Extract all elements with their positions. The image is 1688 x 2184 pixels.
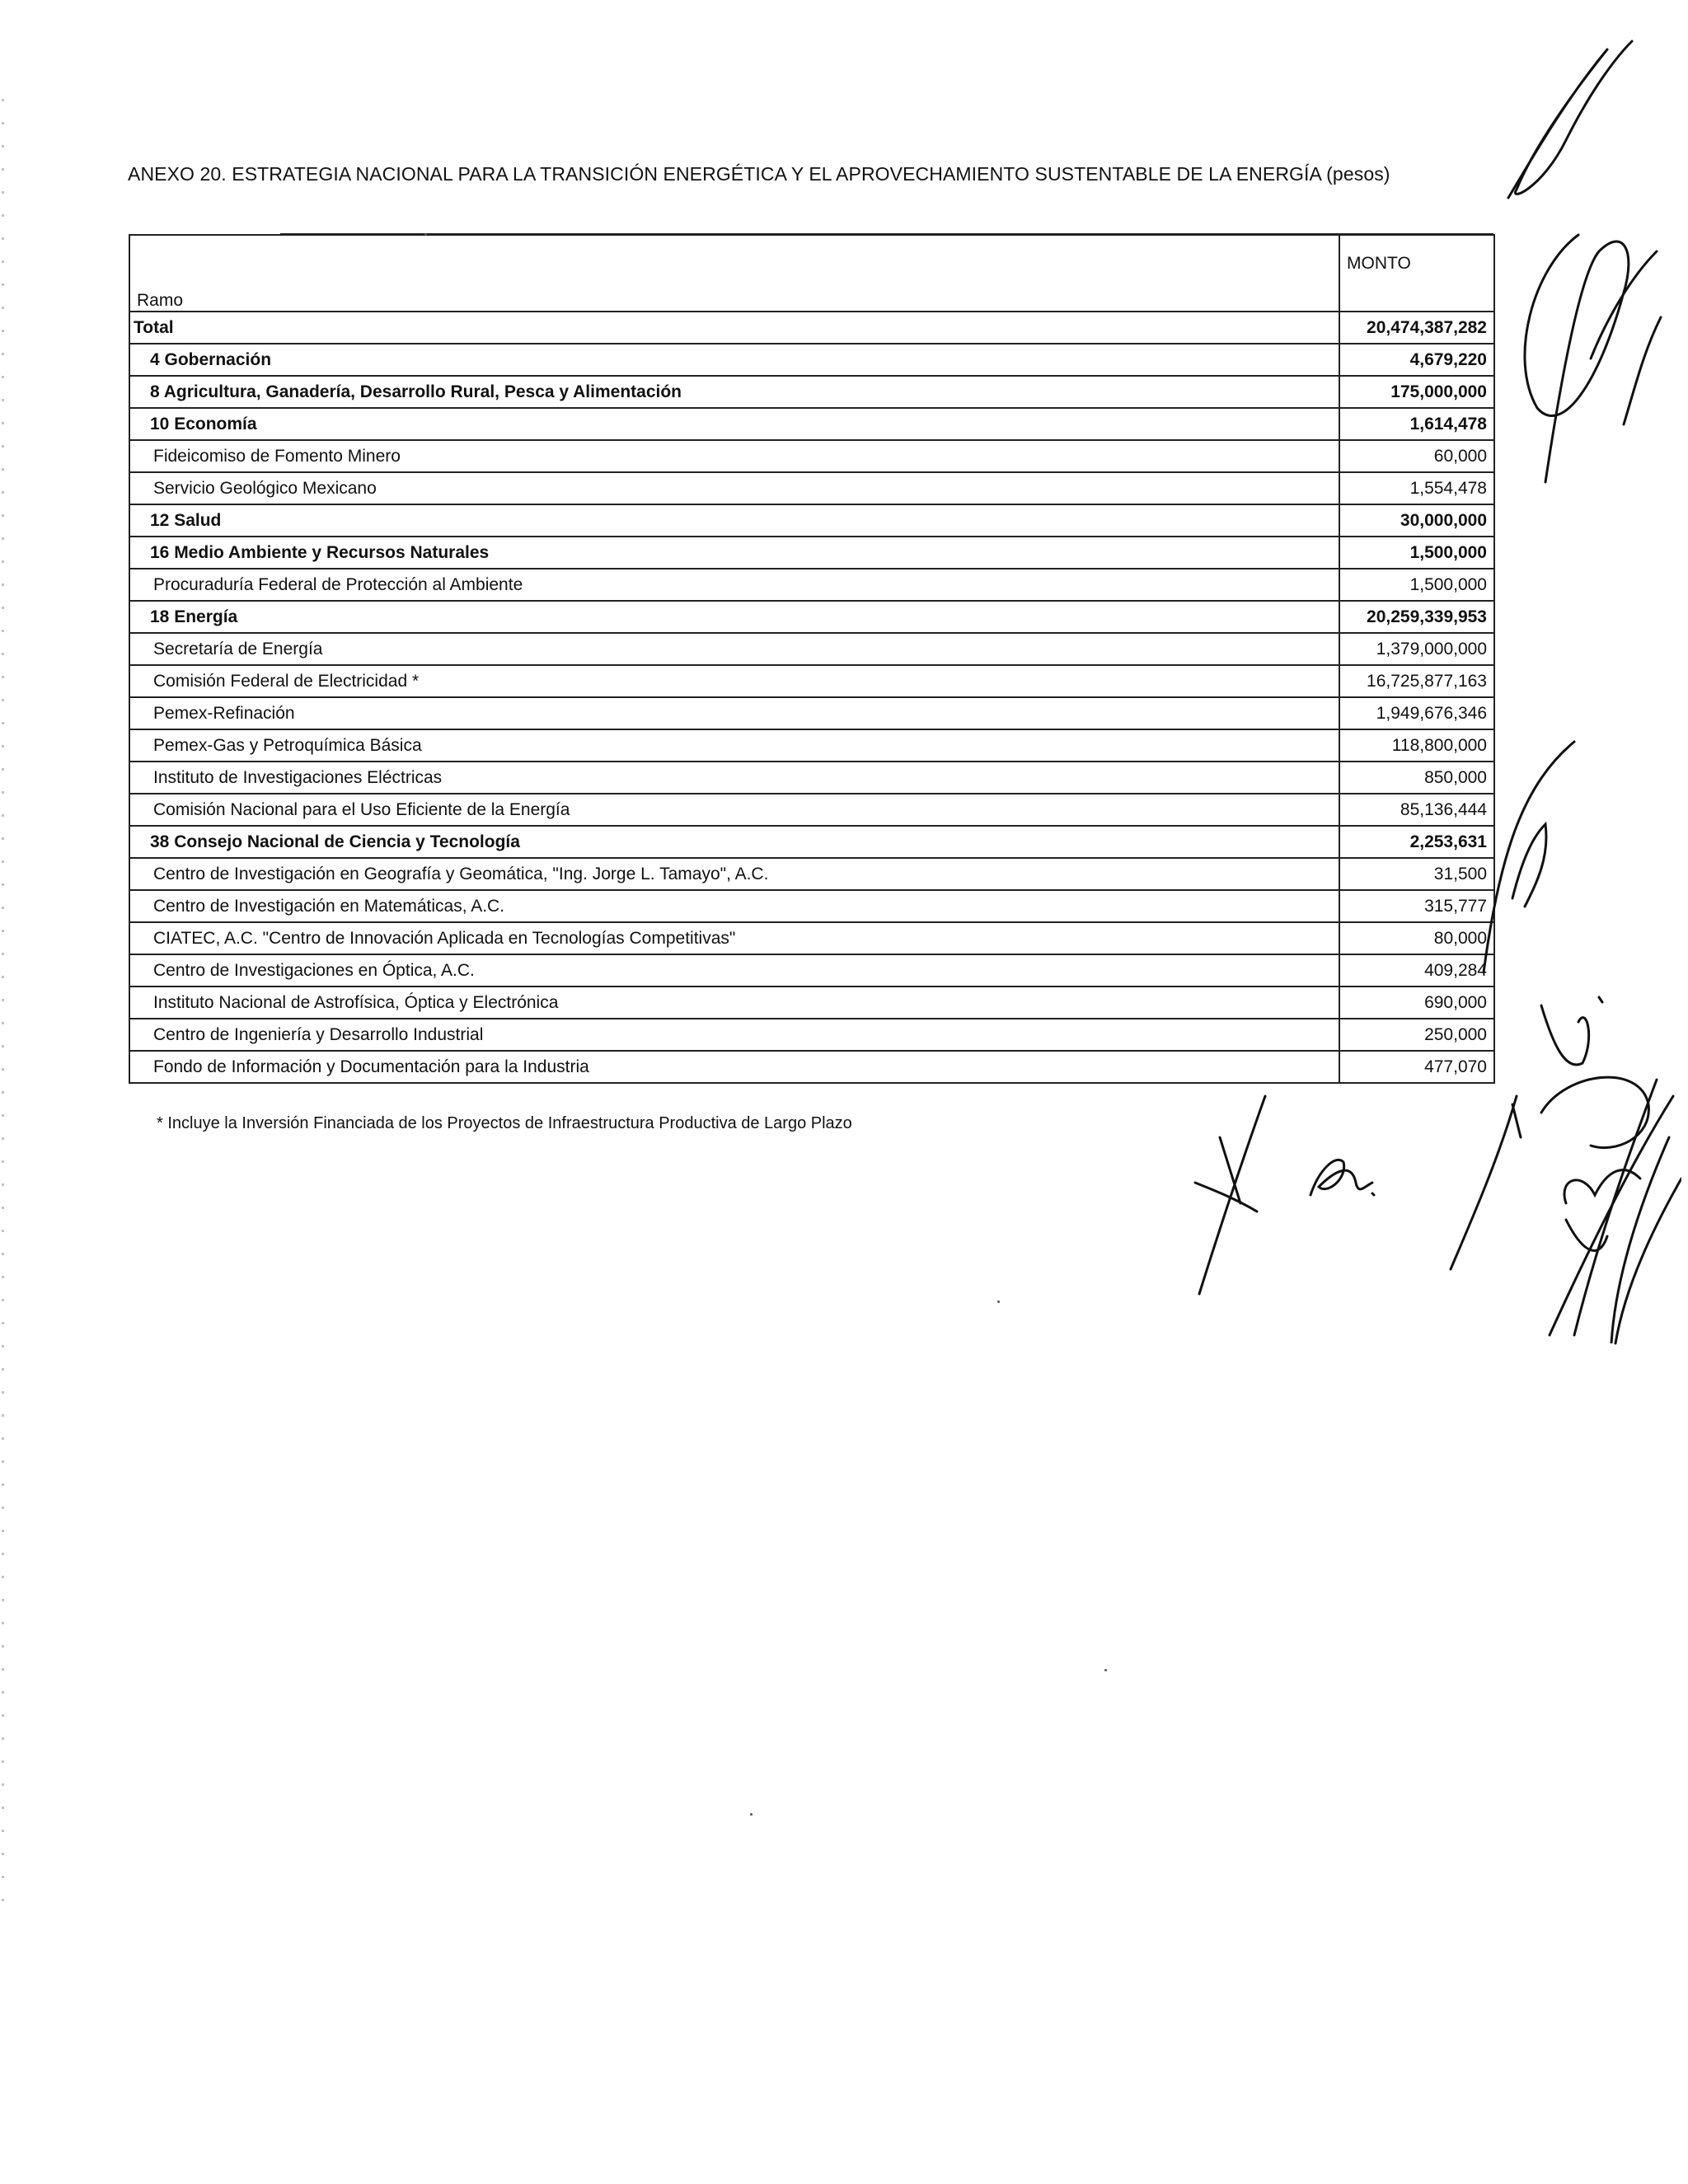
row-amount: 1,500,000 [1339, 537, 1494, 569]
table-footnote: * Incluye la Inversión Financiada de los Proyectos de Infraestructura Productiva de Largo Plazo [157, 1114, 852, 1132]
table-row [129, 569, 1494, 601]
row-amount: 60,000 [1339, 440, 1494, 472]
row-ramo-name: Instituto de Investigaciones Eléctricas [129, 762, 1339, 794]
table-row [129, 504, 1494, 537]
table-row [129, 987, 1494, 1019]
column-header-monto: MONTO [1339, 235, 1494, 312]
row-ramo-name: Secretaría de Energía [129, 633, 1339, 665]
row-amount: 85,136,444 [1339, 794, 1494, 826]
table-row [129, 408, 1494, 440]
row-ramo-name: Fideicomiso de Fomento Minero [129, 440, 1339, 472]
table-header-row [129, 235, 1494, 312]
table-row [129, 1019, 1494, 1051]
row-amount: 31,500 [1339, 858, 1494, 890]
row-ramo-name: Comisión Nacional para el Uso Eficiente de la Energía [129, 794, 1339, 826]
table-row [129, 729, 1494, 762]
row-ramo-name: 16 Medio Ambiente y Recursos Naturales [129, 537, 1339, 569]
row-amount: 1,614,478 [1339, 408, 1494, 440]
row-ramo-name: Centro de Ingeniería y Desarrollo Industrial [129, 1019, 1339, 1051]
table-row [129, 376, 1494, 408]
table-row [129, 312, 1494, 344]
signature-top-right [1500, 33, 1665, 206]
row-ramo-name: 10 Economía [129, 408, 1339, 440]
column-header-ramo: Ramo [129, 235, 1339, 312]
scan-speck [997, 1301, 1000, 1303]
row-amount: 2,253,631 [1339, 826, 1494, 858]
row-ramo-name: Centro de Investigaciones en Óptica, A.C. [129, 954, 1339, 987]
table-row [129, 826, 1494, 858]
row-ramo-name: Total [129, 312, 1339, 344]
signature-bottom-2 [1294, 1137, 1385, 1212]
row-ramo-name: Servicio Geológico Mexicano [129, 472, 1339, 504]
row-ramo-name: Fondo de Información y Documentación para la Industria [129, 1051, 1339, 1083]
scan-speck [1104, 1669, 1107, 1671]
row-ramo-name: 12 Salud [129, 504, 1339, 537]
row-amount: 477,070 [1339, 1051, 1494, 1083]
row-amount: 175,000,000 [1339, 376, 1494, 408]
table-row [129, 665, 1494, 697]
table-row [129, 1051, 1494, 1083]
scan-edge-marks [2, 99, 4, 1912]
scan-speck [750, 1813, 753, 1816]
row-amount: 1,500,000 [1339, 569, 1494, 601]
row-ramo-name: 8 Agricultura, Ganadería, Desarrollo Rural, Pesca y Alimentación [129, 376, 1339, 408]
row-amount: 850,000 [1339, 762, 1494, 794]
row-ramo-name: 4 Gobernación [129, 344, 1339, 376]
row-ramo-name: Pemex-Gas y Petroquímica Básica [129, 729, 1339, 762]
row-amount: 1,949,676,346 [1339, 697, 1494, 729]
row-amount: 409,284 [1339, 954, 1494, 987]
row-amount: 118,800,000 [1339, 729, 1494, 762]
row-amount: 20,474,387,282 [1339, 312, 1494, 344]
table-row [129, 954, 1494, 987]
row-amount: 80,000 [1339, 922, 1494, 954]
table-row [129, 762, 1494, 794]
table-row [129, 472, 1494, 504]
scan-speck [424, 233, 427, 236]
row-amount: 1,379,000,000 [1339, 633, 1494, 665]
row-ramo-name: Procuraduría Federal de Protección al Ambiente [129, 569, 1339, 601]
table-row [129, 601, 1494, 633]
row-amount: 30,000,000 [1339, 504, 1494, 537]
table-body [129, 312, 1494, 1083]
row-amount: 20,259,339,953 [1339, 601, 1494, 633]
signature-right-middle [1475, 733, 1582, 981]
row-ramo-name: Centro de Investigación en Matemáticas, A.C. [129, 890, 1339, 922]
table-row [129, 922, 1494, 954]
table-row [129, 697, 1494, 729]
signature-right-upper [1500, 218, 1665, 499]
table-row [129, 537, 1494, 569]
signature-bottom-1 [1179, 1088, 1286, 1302]
signature-bottom-3 [1434, 1088, 1533, 1277]
row-ramo-name: Pemex-Refinación [129, 697, 1339, 729]
row-amount: 4,679,220 [1339, 344, 1494, 376]
signature-bottom-4 [1550, 1071, 1673, 1343]
document-title: ANEXO 20. ESTRATEGIA NACIONAL PARA LA TRANSICIÓN ENERGÉTICA Y EL APROVECHAMIENTO SUSTENTABLE DE LA ENERGÍA (pesos) [128, 163, 1390, 185]
budget-table [129, 234, 1495, 1084]
table-row [129, 794, 1494, 826]
row-ramo-name: Comisión Federal de Electricidad * [129, 665, 1339, 697]
row-ramo-name: 38 Consejo Nacional de Ciencia y Tecnología [129, 826, 1339, 858]
table-row [129, 633, 1494, 665]
table-row [129, 890, 1494, 922]
table-row [129, 440, 1494, 472]
row-ramo-name: Instituto Nacional de Astrofísica, Óptica y Electrónica [129, 987, 1339, 1019]
row-amount: 250,000 [1339, 1019, 1494, 1051]
row-amount: 16,725,877,163 [1339, 665, 1494, 697]
row-amount: 690,000 [1339, 987, 1494, 1019]
table-row [129, 344, 1494, 376]
row-amount: 1,554,478 [1339, 472, 1494, 504]
table-row [129, 858, 1494, 890]
row-amount: 315,777 [1339, 890, 1494, 922]
row-ramo-name: 18 Energía [129, 601, 1339, 633]
row-ramo-name: CIATEC, A.C. "Centro de Innovación Aplicada en Tecnologías Competitivas" [129, 922, 1339, 954]
row-ramo-name: Centro de Investigación en Geografía y Geomática, "Ing. Jorge L. Tamayo", A.C. [129, 858, 1339, 890]
